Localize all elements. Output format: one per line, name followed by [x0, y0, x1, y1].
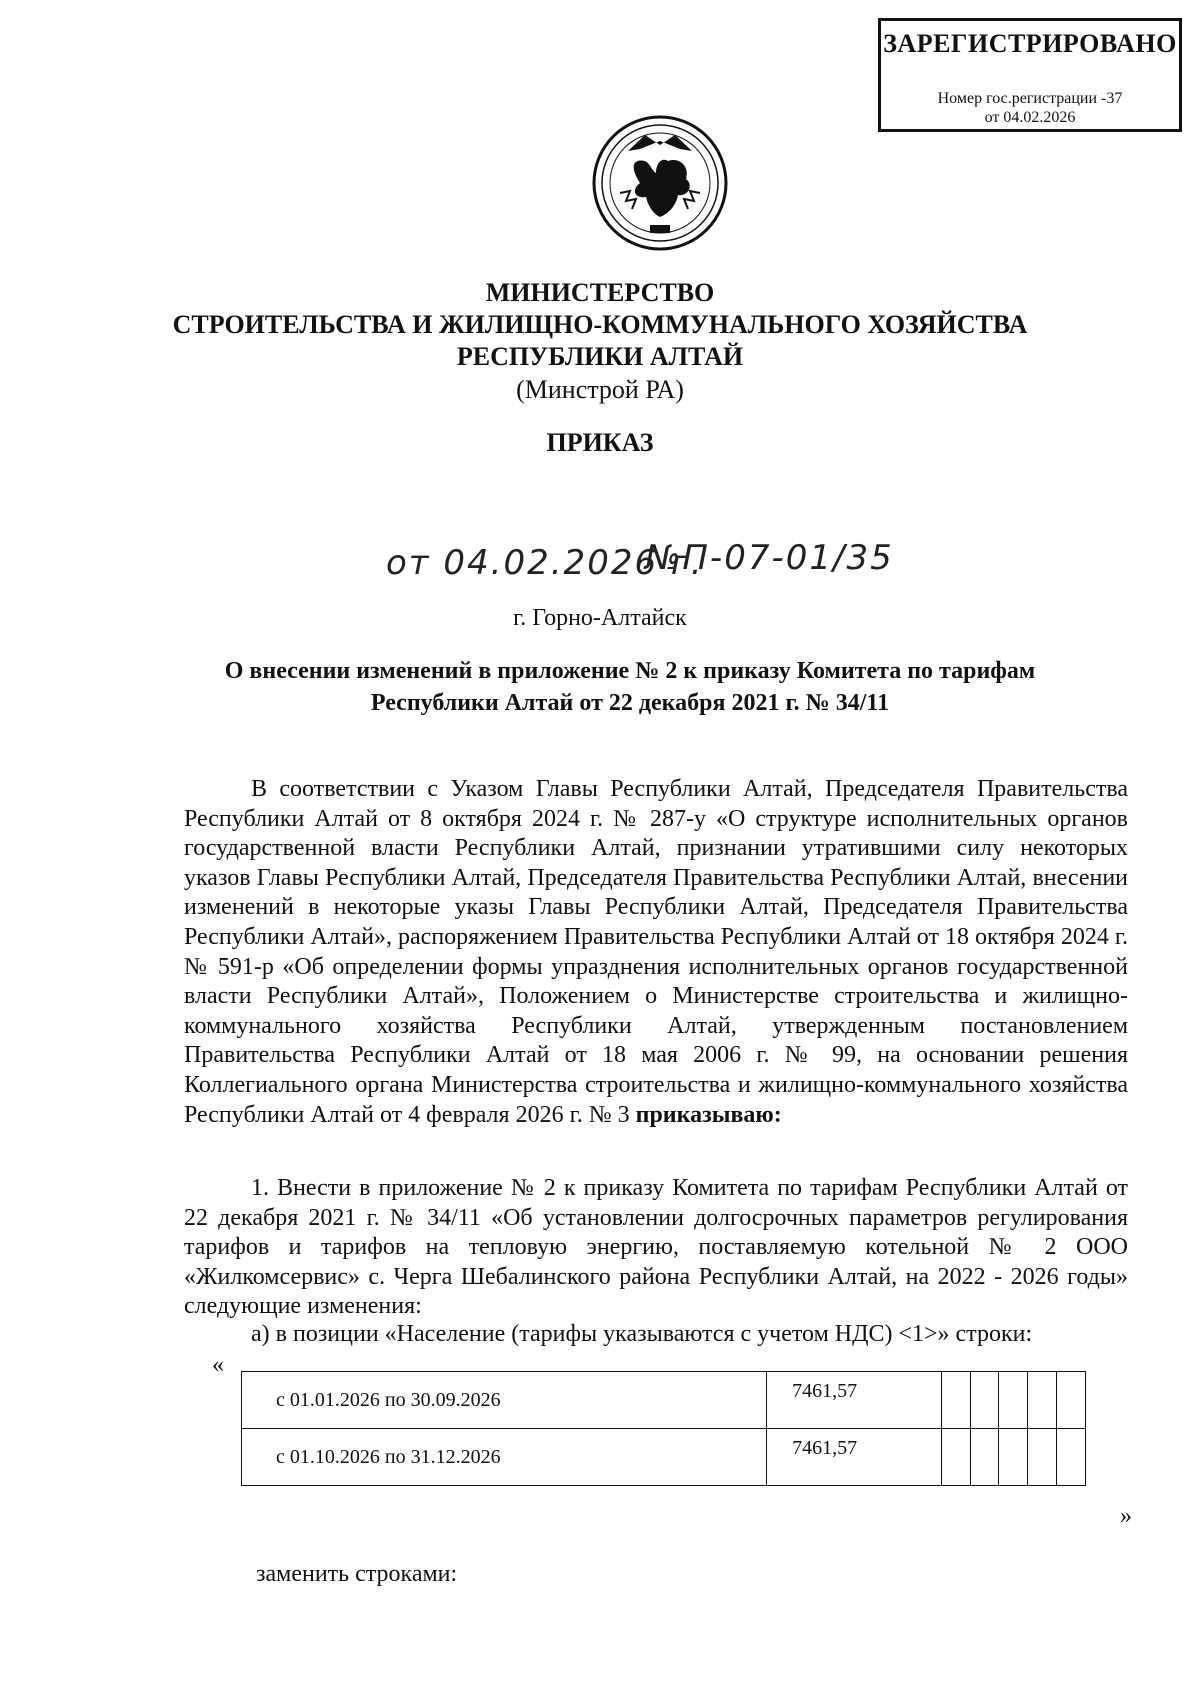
document-type: ПРИКАЗ [546, 428, 654, 457]
registration-stamp [878, 18, 1182, 132]
close-quote: » [1120, 1503, 1132, 1529]
document-title-line-1: О внесении изменений в приложение № 2 к приказу Комитета по тарифам [224, 658, 1036, 684]
ministry-line-3: РЕСПУБЛИКИ АЛТАЙ [456, 342, 744, 371]
table-cell-empty [941, 1429, 970, 1486]
ministry-line-1: МИНИСТЕРСТВО [485, 278, 715, 307]
table-cell-empty [941, 1372, 970, 1429]
table-cell-empty [970, 1429, 999, 1486]
ministry-short-name: (Минстрой РА) [516, 375, 684, 404]
document-title-line-2: Республики Алтай от 22 декабря 2021 г. № 34/11 [370, 690, 890, 716]
table-row [242, 1429, 1086, 1486]
order-word: приказываю: [635, 1101, 782, 1128]
stamp-reg-date: от 04.02.2026 [984, 109, 1076, 126]
item-a-paragraph: а) в позиции «Население (тарифы указываются с учетом НДС) <1>» строки: [251, 1321, 1033, 1347]
table-cell-period: с 01.01.2026 по 30.09.2026 [242, 1372, 767, 1429]
table-cell-empty [1028, 1429, 1057, 1486]
table-cell-empty [1028, 1372, 1057, 1429]
ministry-line-2: СТРОИТЕЛЬСТВА И ЖИЛИЩНО-КОММУНАЛЬНОГО ХОЗЯЙСТВА [172, 310, 1028, 339]
city: г. Горно-Алтайск [513, 605, 687, 631]
table-cell-empty [999, 1429, 1028, 1486]
replace-text: заменить строками: [256, 1561, 458, 1587]
table-cell-period: с 01.10.2026 по 31.12.2026 [242, 1429, 767, 1486]
table-row [242, 1372, 1086, 1429]
stamp-title: ЗАРЕГИСТРИРОВАНО [883, 29, 1177, 58]
coat-of-arms-emblem [590, 113, 730, 253]
table-cell-value: 7461,57 [767, 1372, 942, 1429]
document-title [170, 655, 1090, 719]
table-cell-empty [1057, 1429, 1086, 1486]
table-cell-value: 7461,57 [767, 1429, 942, 1486]
table-cell-empty [1057, 1372, 1086, 1429]
open-quote: « [212, 1352, 224, 1378]
table-cell-empty [970, 1372, 999, 1429]
preamble-text: В соответствии с Указом Главы Республики Алтай, Председателя Правительства Республики Алтай от 8 октября 2024 г. № 287-у «О структуре исполнительных органов государственной власти Республики Алтай, признании утратившими силу некоторых указов Главы Республики Алтай, Председателя Правительства Республики Алтай, внесении изменений в некоторые указы Главы Республики Алтай, Председателя Правительства Республики Алтай», распоряжением Правительства Республики Алтай от 18 октября 2024 г. № 591-р «Об определении формы упразднения исполнительных органов государственной власти Республики Алтай», Положением о Министерстве строительства и жилищно-коммунального хозяйства Республики Алтай, утвержденным постановлением Правительства Республики Алтай от 18 мая 2006 г. № 99, на основании решения Коллегиального органа Министерства строительства и жилищно-коммунального хозяйства Республики Алтай от 4 февраля 2026 г. № 3 [184, 776, 1128, 1128]
stamp-reg-number: Номер гос.регистрации -37 [937, 90, 1123, 107]
handwritten-date: от 04.02.2026 г. [386, 543, 704, 583]
item-1-paragraph: 1. Внести в приложение № 2 к приказу Комитета по тарифам Республики Алтай от 22 декабря 2021 г. № 34/11 «Об установлении долгосрочных параметров регулирования тарифов и тарифов на тепловую энергию, поставляемую котельной № 2 ООО «Жилкомсервис» с. Черга Шебалинского района Республики Алтай, на 2022 - 2026 годы» следующие изменения: [184, 1175, 1128, 1320]
tariff-table [241, 1371, 1086, 1486]
preamble-paragraph [184, 775, 1128, 1130]
handwritten-number: №П-07-01/35 [645, 538, 894, 578]
table-cell-empty [999, 1372, 1028, 1429]
